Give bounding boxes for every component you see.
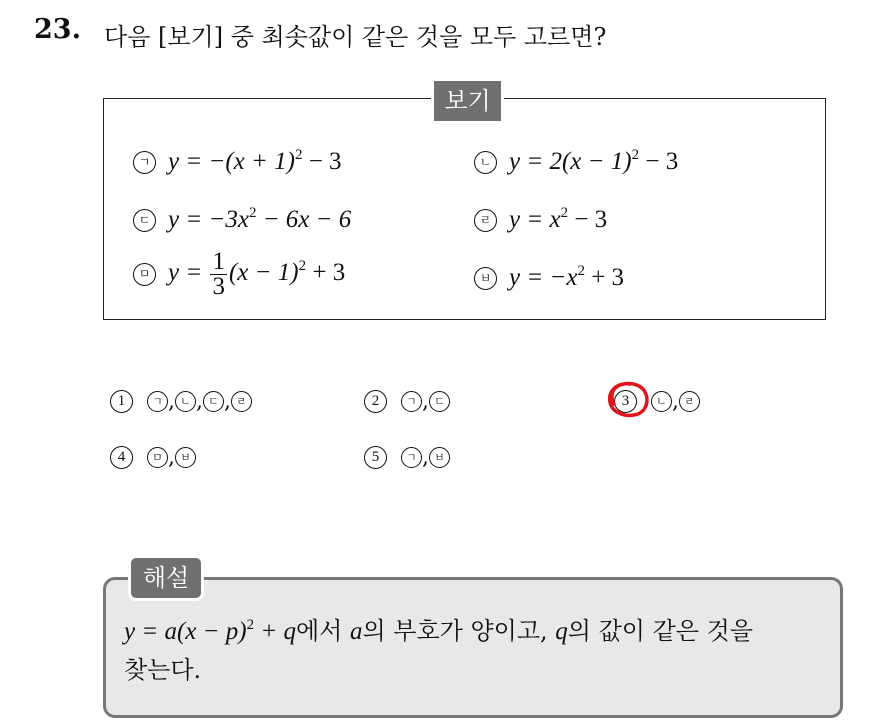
- var-a: a: [349, 618, 363, 645]
- marker-giyeok: ㄱ: [133, 151, 156, 174]
- bogi-item-1: [133, 148, 342, 176]
- choice-2[interactable]: [364, 389, 450, 414]
- choice-number: 1: [110, 390, 133, 413]
- marker-nieun: ㄴ: [474, 151, 497, 174]
- equation: $y = -3x^2 - 6x - 6$: [168, 205, 352, 233]
- solution-text: $y = a(x - p)^2 + q$에서 a의 부호가 양이고, q의 값이 같은 것을 찾는다.: [124, 617, 753, 684]
- answer-mark-stroke: [610, 384, 647, 416]
- bogi-item-6: [474, 264, 624, 292]
- equation: y = $\frac{1}{3}$ $(x - 1)^2 + 3$: [168, 248, 346, 300]
- equation: $y = -(x + 1)^2 - 3$: [168, 147, 342, 175]
- marker-digeut: ㄷ: [133, 209, 156, 232]
- bogi-item-4: [474, 206, 607, 234]
- fraction: $\frac{1}{3}$: [212, 248, 225, 300]
- equation: $y = 2(x - 1)^2 - 3$: [509, 147, 679, 175]
- choice-number: 3: [614, 390, 637, 413]
- equation: $y = x^2 - 3$: [509, 205, 608, 233]
- marker-giyeok: ㄱ: [401, 391, 422, 412]
- bogi-item-5: [133, 250, 345, 299]
- solution-tag: 해설: [128, 555, 204, 601]
- solution-equation: $y = a(x - p)^2 + q$: [124, 617, 296, 645]
- choice-number: 5: [364, 446, 387, 469]
- choice-1[interactable]: [110, 389, 252, 414]
- marker-giyeok: ㄱ: [147, 391, 168, 412]
- bogi-item-3: [133, 206, 351, 234]
- question-number: 23.: [34, 14, 81, 45]
- separator: ,: [168, 389, 175, 414]
- marker-giyeok: ㄱ: [401, 447, 422, 468]
- marker-rieul: ㄹ: [679, 391, 700, 412]
- separator: ,: [224, 389, 231, 414]
- equation: $y = -x^2 + 3$: [509, 263, 625, 291]
- marker-mieum: ㅁ: [147, 447, 168, 468]
- separator: ,: [422, 445, 429, 470]
- marker-nieun: ㄴ: [651, 391, 672, 412]
- separator: ,: [672, 389, 679, 414]
- bogi-tag: 보기: [431, 78, 504, 124]
- marker-mieum: ㅁ: [133, 263, 156, 286]
- marker-rieul: ㄹ: [231, 391, 252, 412]
- marker-digeut: ㄷ: [203, 391, 224, 412]
- choice-number: 2: [364, 390, 387, 413]
- choice-number: 4: [110, 446, 133, 469]
- solution-line-2: 찾는다.: [124, 656, 202, 684]
- marker-rieul: ㄹ: [474, 209, 497, 232]
- marker-bieup: ㅂ: [474, 267, 497, 290]
- choice-4[interactable]: [110, 445, 196, 470]
- marker-nieun: ㄴ: [175, 391, 196, 412]
- answer-mark-circle: [606, 380, 650, 420]
- marker-bieup: ㅂ: [175, 447, 196, 468]
- bogi-item-2: [474, 148, 678, 176]
- choice-5[interactable]: [364, 445, 450, 470]
- separator: ,: [422, 389, 429, 414]
- marker-digeut: ㄷ: [429, 391, 450, 412]
- question-text: 다음 [보기] 중 최솟값이 같은 것을 모두 고르면?: [104, 23, 607, 51]
- marker-bieup: ㅂ: [429, 447, 450, 468]
- separator: ,: [196, 389, 203, 414]
- var-q: q: [555, 618, 568, 645]
- separator: ,: [168, 445, 175, 470]
